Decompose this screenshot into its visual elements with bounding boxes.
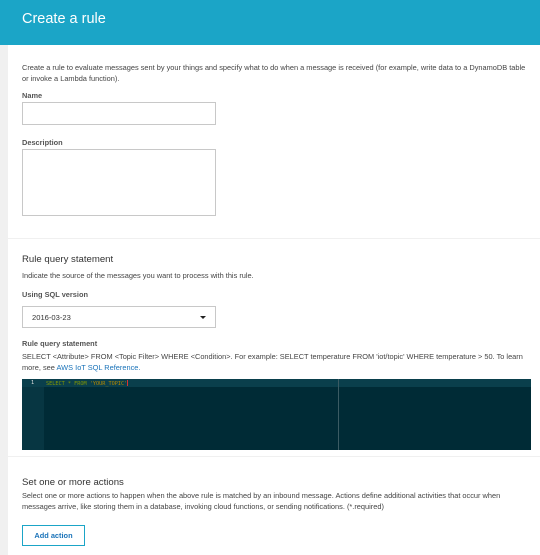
- name-label: Name: [22, 91, 43, 100]
- page-header: [0, 0, 540, 45]
- code-topic-string: 'YOUR_TOPIC': [89, 381, 128, 387]
- caret-down-icon: [200, 316, 206, 319]
- editor-code-line[interactable]: [46, 380, 128, 387]
- line-number: 1: [31, 380, 35, 386]
- statement-label: Rule query statement: [22, 339, 98, 348]
- sql-reference-link[interactable]: AWS IoT SQL Reference.: [56, 362, 141, 372]
- intro-text: Create a rule to evaluate messages sent by your things and specify what to do when a message is received (for example, write data to a DynamoDB table or invoke a Lambda function).: [22, 63, 526, 83]
- text-cursor: [127, 380, 128, 386]
- description-textarea[interactable]: [22, 149, 216, 216]
- description-label: Description: [22, 138, 63, 147]
- print-margin: [338, 379, 339, 450]
- query-panel: [8, 239, 540, 456]
- sql-version-value: 2016-03-23: [32, 313, 71, 322]
- actions-section-title: Set one or more actions: [22, 477, 124, 488]
- statement-help: [22, 352, 532, 373]
- page-title: Create a rule: [22, 11, 106, 27]
- sql-version-select[interactable]: [22, 306, 216, 328]
- add-action-button[interactable]: Add action: [22, 525, 85, 546]
- actions-panel: [8, 457, 540, 555]
- query-section-title: Rule query statement: [22, 254, 114, 265]
- statement-help-text: SELECT <Attribute> FROM <Topic Filter> WHERE <Condition>. For example: SELECT temperature FROM 'iot/topic' WHERE temperature > 50. To learn more, see: [22, 352, 523, 372]
- editor-gutter: [22, 379, 44, 450]
- sql-version-label: Using SQL version: [22, 290, 88, 299]
- rule-details-panel: [8, 45, 540, 238]
- name-input[interactable]: [22, 102, 216, 125]
- query-section-subtitle: Indicate the source of the messages you want to process with this rule.: [22, 271, 254, 280]
- actions-description: Select one or more actions to happen when the above rule is matched by an inbound message. Actions define additional activities that occur when messages arrive, like storing them in a database, invoking cloud functions, or sending notifications. (*.required): [22, 491, 501, 511]
- sql-editor[interactable]: [22, 379, 531, 450]
- code-keywords: SELECT * FROM: [46, 381, 90, 387]
